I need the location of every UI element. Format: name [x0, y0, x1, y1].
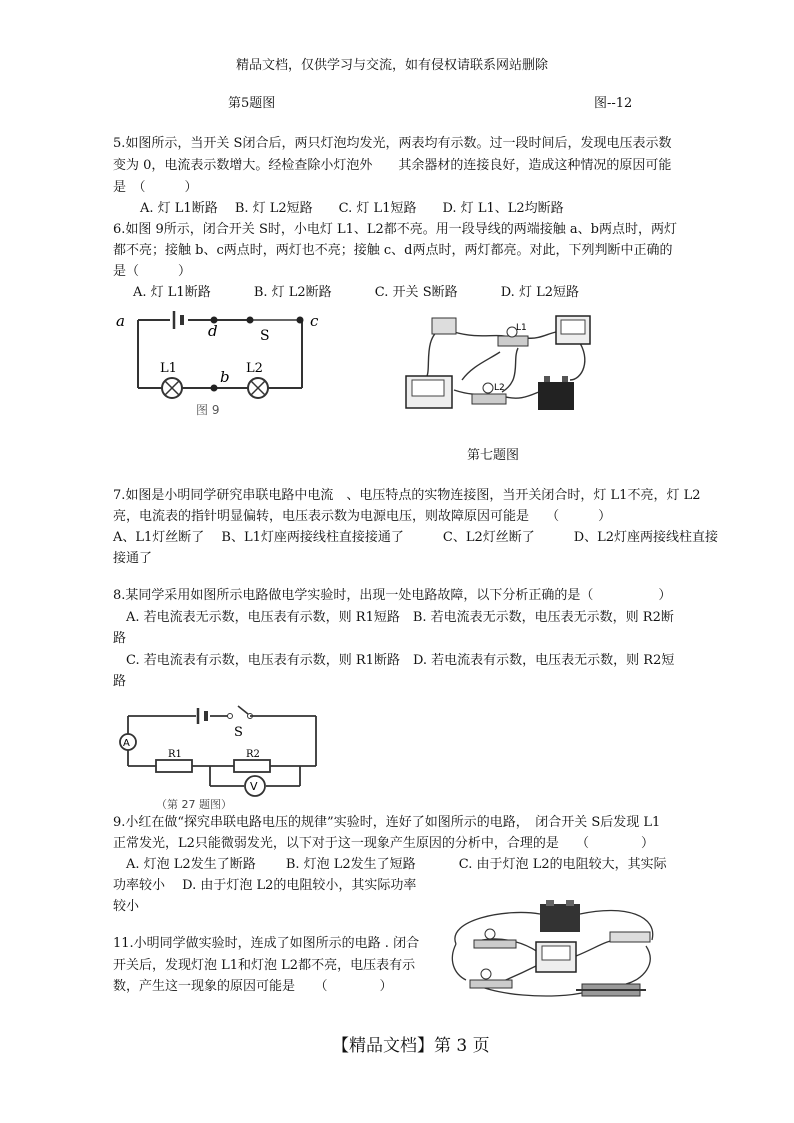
q5-line2: 变为 0，电流表示数增大。经检查除小灯泡外 其余器材的连接良好，造成这种情况的原因可能 [113, 158, 672, 173]
fig9-label-l1: L1 [160, 361, 177, 376]
q8-line5: 路 [113, 674, 127, 689]
q11-line1: 11.小明同学做实验时，连成了如图所示的电路 . 闭合 [113, 936, 420, 951]
fig7-caption: 第七题图 [467, 448, 520, 463]
fig9-label-l2: L2 [246, 361, 263, 376]
fig9-circuit-diagram [110, 308, 330, 418]
fig9-label-a: a [116, 312, 125, 330]
q8-line2: A. 若电流表无示数，电压表有示数，则 R1短路 B. 若电流表无示数，电压表无示数，则 R2断 [113, 610, 674, 625]
q5-options: A. 灯 L1断路 B. 灯 L2短路 C. 灯 L1短路 D. 灯 L1、L2均断路 [140, 201, 564, 216]
q5-line1: 5.如图所示，当开关 S闭合后，两只灯泡均发光，两表均有示数。过一段时间后，发现电压表示数 [113, 136, 672, 151]
fig5-caption: 第5题图 [228, 96, 276, 111]
fig27-label-r1: R1 [168, 749, 182, 760]
fig7-label-l2: L2 [494, 383, 505, 393]
fig7-label-l1: L1 [516, 323, 527, 333]
fig9-label-c: c [310, 312, 319, 330]
q6-options: A. 灯 L1断路 B. 灯 L2断路 C. 开关 S断路 D. 灯 L2短路 [133, 285, 579, 300]
q7-line4: 接通了 [113, 551, 153, 566]
fig27-label-s: S [234, 725, 243, 740]
q5-line3: 是 （ ） [113, 180, 198, 195]
q7-line3: A、L1灯丝断了 B、L1灯座两接线柱直接接通了 C、L2灯丝断了 D、L2灯座两接线柱直接 [113, 530, 719, 545]
fig9-label-s: S [260, 328, 270, 344]
fig27-label-a: A [123, 738, 130, 749]
q11-line2: 开关后，发现灯泡 L1和灯泡 L2都不亮，电压表有示 [113, 958, 416, 973]
q9-line1: 9.小红在做“探究串联电路电压的规律”实验时，连好了如图所示的电路， 闭合开关 S后发现 L1 [113, 815, 661, 830]
q8-line4: C. 若电流表有示数，电压表有示数，则 R1断路 D. 若电流表有示数，电压表无示数，则 R2短 [113, 653, 675, 668]
header-notice: 精品文档，仅供学习与交流，如有侵权请联系网站删除 [236, 58, 549, 73]
fig9-label-b: b [220, 368, 230, 386]
fig9-caption: 图 9 [196, 403, 220, 417]
fig9-label-d: d [208, 322, 218, 340]
q9-line4: 功率较小 D. 由于灯泡 L2的电阻较小，其实际功率 [113, 878, 417, 893]
q9-line2: 正常发光，L2只能微弱发光，以下对于这一现象产生原因的分析中，合理的是 （ ） [113, 836, 655, 851]
q9-line5: 较小 [113, 899, 140, 914]
q11-line3: 数，产生这一现象的原因可能是 （ ） [113, 979, 393, 994]
q8-line1: 8.某同学采用如图所示电路做电学实验时，出现一处电路故障，以下分析正确的是（ ） [113, 588, 672, 603]
q6-line3: 是（ ） [113, 264, 192, 279]
q6-line2: 都不亮；接触 b、c两点时，两灯也不亮；接触 c、d两点时，两灯都亮。对此，下列判断中正确的 [113, 243, 673, 258]
fig12-caption: 图--12 [594, 96, 633, 111]
q8-line3: 路 [113, 631, 127, 646]
fig27-caption: （第 27 题图） [156, 798, 232, 811]
q7-line2: 亮，电流表的指针明显偏转，电压表示数为电源电压，则故障原因可能是 （ ） [113, 509, 612, 524]
q7-line1: 7.如图是小明同学研究串联电路中电流 、电压特点的实物连接图，当开关闭合时，灯 L1不亮，灯 L2 [113, 488, 701, 503]
fig27-label-r2: R2 [246, 749, 260, 760]
fig7-physical-circuit [402, 310, 592, 414]
fig27-circuit-diagram [110, 704, 340, 814]
fig27-label-v: V [250, 780, 258, 793]
q9-line3: A. 灯泡 L2发生了断路 B. 灯泡 L2发生了短路 C. 由于灯泡 L2的电阻较大，其实际 [113, 857, 667, 872]
q6-line1: 6.如图 9所示，闭合开关 S时，小电灯 L1、L2都不亮。用一段导线的两端接触 a、b两点时，两灯 [113, 222, 677, 237]
q11-physical-circuit [446, 900, 676, 1008]
footer-page-label: 【精品文档】第 3 页 [332, 1036, 490, 1056]
